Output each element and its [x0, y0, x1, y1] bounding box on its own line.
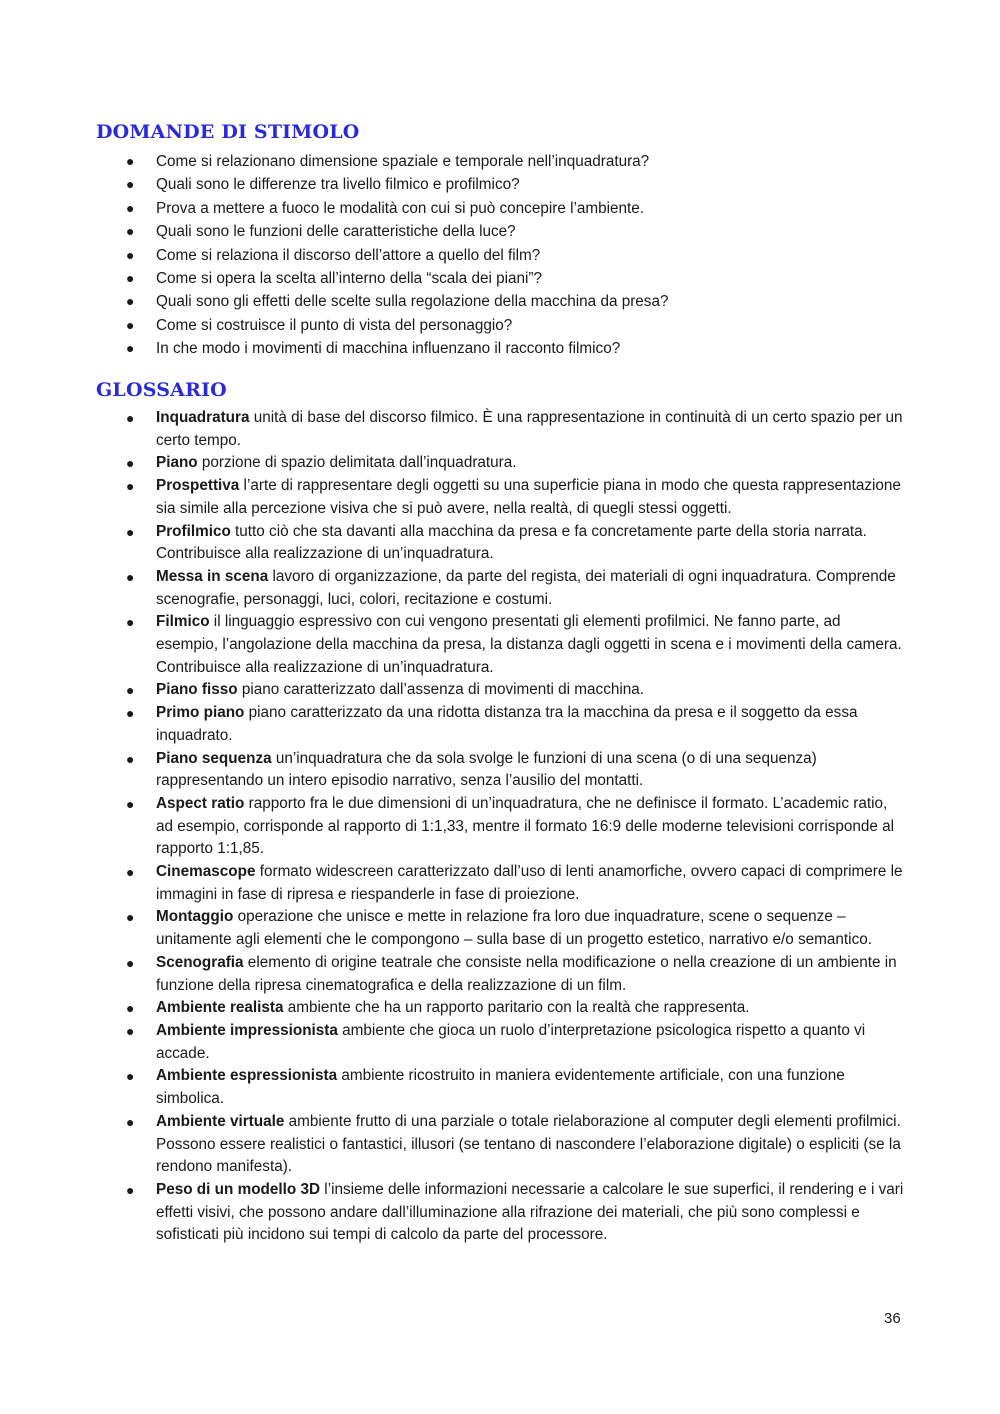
list-item — [126, 244, 906, 267]
glossary-entry — [126, 1020, 906, 1065]
bullet-icon: ● — [126, 954, 135, 971]
bullet-icon: ● — [126, 1113, 135, 1130]
glossary-term: Piano fisso — [156, 681, 238, 699]
question-text: Come si relaziona il discorso dell’attore a quello del film? — [156, 246, 541, 264]
glossario-list — [126, 407, 906, 1247]
glossary-definition: lavoro di organizzazione, da parte del regista, dei materiali di ogni inquadratura. Comprende scenografie, personaggi, luci, colori, recitazione e costumi. — [156, 567, 896, 608]
glossary-entry — [126, 1179, 906, 1247]
section-title-glossario: GLOSSARIO — [96, 379, 227, 401]
bullet-icon: ● — [126, 410, 135, 426]
question-text: In che modo i movimenti di macchina influenzano il racconto filmico? — [156, 340, 621, 358]
bullet-icon: ● — [126, 316, 135, 333]
question-text: Prova a mettere a fuoco le modalità con cui si può concepire l’ambiente. — [156, 199, 645, 217]
glossary-definition: il linguaggio espressivo con cui vengono presentati gli elementi profilmici. Ne fanno parte, ad esempio, l’angolazione della macchina da presa, la distanza dagli oggetti in scena e i movimenti della camera. Contribuisce alla realizzazione di un’inquadratura. — [156, 613, 902, 676]
glossary-definition: l’arte di rappresentare degli oggetti su una superficie piana in modo che questa rappresentazione sia simile alla percezione visiva che si può avere, nella realtà, di quegli stessi oggetti. — [156, 477, 901, 517]
glossary-definition: ambiente ricostruito in maniera evidentemente artificiale, con una funzione simbolica. — [156, 1067, 845, 1108]
list-item — [126, 173, 906, 196]
section-title-domande: DOMANDE DI STIMOLO — [96, 121, 360, 143]
glossary-definition: rapporto fra le due dimensioni di un’inquadratura, che ne definisce il formato. L’academic ratio, ad esempio, corrisponde al rapporto di 1:1,33, mentre il formato 16:9 delle moderne televisioni corrisponde al rapporto 1:1,85. — [156, 794, 895, 858]
glossary-term: Piano sequenza — [156, 749, 272, 767]
glossary-definition: piano caratterizzato dall’assenza di movimenti di macchina. — [237, 681, 645, 699]
bullet-icon: ● — [126, 1068, 135, 1085]
glossary-definition: ambiente che ha un rapporto paritario con la realtà che rappresenta. — [283, 999, 750, 1017]
glossary-entry — [126, 407, 906, 452]
glossary-term: Ambiente realista — [156, 999, 284, 1017]
glossary-entry — [126, 611, 906, 679]
glossary-entry — [126, 521, 906, 566]
glossary-definition: ambiente frutto di una parziale o totale rielaborazione al computer degli elementi profilmici. Possono essere realistici o fantastici, illusori (se tentano di nascondere l’elaborazione digitale) o espliciti (se la rendono manifesta). — [156, 1112, 901, 1176]
glossary-entry — [126, 997, 906, 1020]
bullet-icon: ● — [126, 455, 135, 472]
list-item — [126, 290, 906, 313]
glossary-entry — [126, 1111, 906, 1179]
glossary-entry — [126, 861, 906, 906]
list-item — [126, 267, 906, 290]
question-text: Quali sono gli effetti delle scelte sulla regolazione della macchina da presa? — [156, 293, 669, 311]
glossary-term: Ambiente impressionista — [156, 1021, 338, 1039]
glossary-term: Peso di un modello 3D — [156, 1180, 321, 1198]
glossary-entry — [126, 1065, 906, 1110]
bullet-icon: ● — [126, 270, 135, 287]
glossary-definition: unità di base del discorso filmico. È una rappresentazione in continuità di un certo spazio per un certo tempo. — [156, 409, 903, 449]
bullet-icon: ● — [126, 246, 135, 263]
list-item — [126, 337, 906, 360]
bullet-icon: ● — [126, 705, 135, 722]
glossary-definition: porzione di spazio delimitata dall’inquadratura. — [197, 454, 517, 472]
bullet-icon: ● — [126, 614, 135, 631]
glossary-definition: tutto ciò che sta davanti alla macchina da presa e fa concretamente parte della storia narrata. Contribuisce alla realizzazione di un’inquadratura. — [156, 522, 867, 563]
glossary-entry — [126, 566, 906, 611]
glossary-term: Prospettiva — [156, 477, 240, 495]
glossary-term: Primo piano — [156, 704, 245, 722]
bullet-icon: ● — [126, 682, 135, 699]
bullet-icon: ● — [126, 523, 135, 540]
bullet-icon: ● — [126, 340, 135, 357]
glossary-entry — [126, 793, 906, 861]
bullet-icon: ● — [126, 1181, 135, 1198]
glossary-definition: piano caratterizzato da una ridotta distanza tra la macchina da presa e il soggetto da essa inquadrato. — [156, 704, 858, 744]
question-text: Come si costruisce il punto di vista del personaggio? — [156, 316, 513, 334]
glossary-term: Ambiente espressionista — [156, 1067, 338, 1085]
bullet-icon: ● — [126, 176, 135, 193]
question-text: Come si opera la scelta all’interno della “scala dei piani”? — [156, 270, 543, 288]
glossary-definition: un’inquadratura che da sola svolge le funzioni di una scena (o di una sequenza) rappresentando un intero episodio narrativo, senza l’ausilio del montatti. — [156, 749, 817, 790]
bullet-icon: ● — [126, 795, 135, 812]
glossary-entry — [126, 475, 906, 520]
glossary-term: Piano — [156, 454, 198, 472]
bullet-icon: ● — [126, 199, 135, 216]
bullet-icon: ● — [126, 750, 135, 767]
glossary-term: Inquadratura — [156, 409, 250, 426]
glossary-term: Filmico — [156, 613, 210, 631]
list-item — [126, 314, 906, 337]
bullet-icon: ● — [126, 478, 135, 495]
list-item — [126, 197, 906, 220]
glossary-term: Montaggio — [156, 908, 234, 926]
glossary-definition: elemento di origine teatrale che consiste nella modificazione o nella creazione di un ambiente in funzione della ripresa cinematografica e della realizzazione di un film. — [156, 953, 897, 994]
glossary-definition: l’insieme delle informazioni necessarie a calcolare le sue superfici, il rendering e i vari effetti visivi, che possono andare dall’illuminazione alla rifrazione dei materiali, che più sono complessi e sofisticati più incidono sui tempi di calcolo da parte del processore. — [156, 1180, 904, 1244]
glossary-definition: formato widescreen caratterizzato dall’uso di lenti anamorfiche, ovvero capaci di comprimere le immagini in fase di ripresa e riespanderle in fase di proiezione. — [156, 863, 903, 903]
glossary-term: Cinemascope — [156, 863, 256, 881]
glossary-term: Messa in scena — [156, 567, 269, 585]
bullet-icon: ● — [126, 568, 135, 585]
list-item — [126, 150, 906, 173]
glossary-definition: operazione che unisce e mette in relazione fra loro due inquadrature, scene o sequenze – unitamente agli elementi che le compongono – sulla base di un progetto estetico, narrativo e/o semantico. — [156, 908, 872, 949]
list-item — [126, 220, 906, 243]
glossary-entry — [126, 452, 906, 475]
glossary-entry — [126, 702, 906, 747]
bullet-icon: ● — [126, 153, 135, 169]
glossary-term: Ambiente virtuale — [156, 1112, 285, 1130]
glossary-term: Aspect ratio — [156, 794, 245, 812]
bullet-icon: ● — [126, 864, 135, 881]
glossary-entry — [126, 906, 906, 951]
glossary-definition: ambiente che gioca un ruolo d’interpretazione psicologica rispetto a quanto vi accade. — [156, 1021, 866, 1062]
bullet-icon: ● — [126, 1000, 135, 1017]
glossary-term: Profilmico — [156, 522, 231, 540]
page-number: 36 — [884, 1310, 901, 1327]
domande-list — [126, 150, 906, 361]
bullet-icon: ● — [126, 293, 135, 310]
glossary-term: Scenografia — [156, 953, 244, 971]
question-text: Come si relazionano dimensione spaziale e temporale nell’inquadratura? — [156, 153, 650, 170]
bullet-icon: ● — [126, 223, 135, 240]
glossary-entry — [126, 952, 906, 997]
bullet-icon: ● — [126, 909, 135, 926]
bullet-icon: ● — [126, 1022, 135, 1039]
glossary-entry — [126, 748, 906, 793]
question-text: Quali sono le differenze tra livello filmico e profilmico? — [156, 176, 520, 194]
glossary-entry — [126, 679, 906, 702]
question-text: Quali sono le funzioni delle caratteristiche della luce? — [156, 223, 516, 241]
